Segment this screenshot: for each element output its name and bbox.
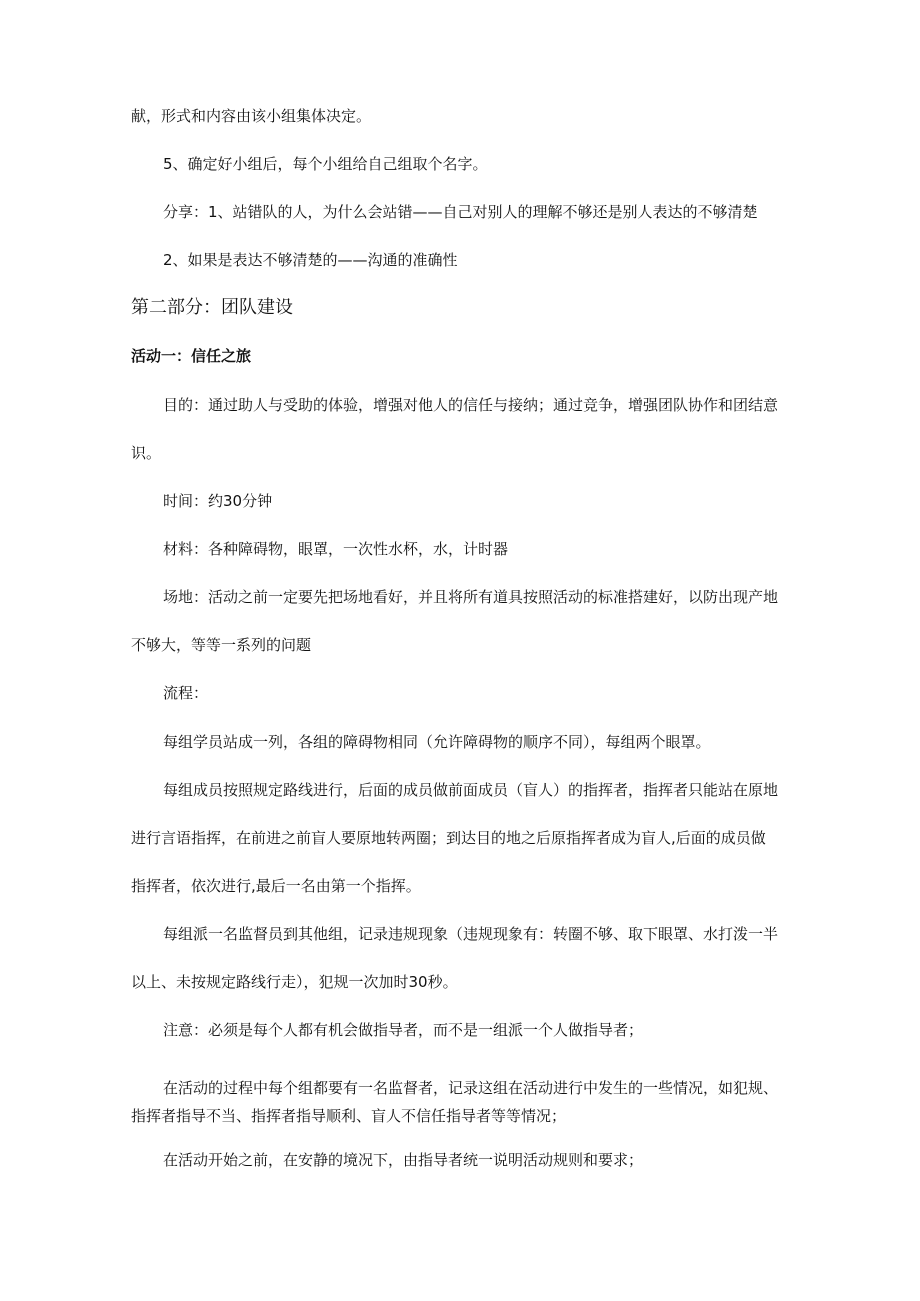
process-step-1: 每组学员站成一列，各组的障碍物相同（允许障碍物的顺序不同），每组两个眼罩。 — [163, 733, 711, 751]
venue-line-2: 不够大，等等一系列的问题 — [131, 636, 312, 654]
process-step-2-line-2: 进行言语指挥，在前进之前盲人要原地转两圈；到达目的地之后原指挥者成为盲人,后面的成员做 — [131, 829, 766, 847]
purpose-line-2: 识。 — [131, 444, 162, 462]
note-2-line-2: 指挥者指导不当、指挥者指导顺利、盲人不信任指导者等等情况； — [131, 1107, 567, 1125]
process-step-3-line-2: 以上、未按规定路线行走），犯规一次加时30秒。 — [131, 973, 458, 991]
process-step-3-line-1: 每组派一名监督员到其他组，记录违规现象（违规现象有：转圈不够、取下眼罩、水打泼一半 — [163, 925, 779, 943]
note-2-line-1: 在活动的过程中每个组都要有一名监督者，记录这组在活动进行中发生的一些情况，如犯规、 — [163, 1079, 779, 1097]
purpose-line-1: 目的：通过助人与受助的体验，增强对他人的信任与接纳；通过竞争，增强团队协作和团结意 — [163, 396, 779, 414]
process-step-2-line-1: 每组成员按照规定路线进行，后面的成员做前面成员（盲人）的指挥者，指挥者只能站在原地 — [163, 781, 779, 799]
time-line: 时间：约30分钟 — [163, 492, 273, 510]
note-line: 注意：必须是每个人都有机会做指导者，而不是一组派一个人做指导者； — [163, 1021, 644, 1039]
section-title: 第二部分：团队建设 — [131, 297, 293, 318]
venue-line-1: 场地：活动之前一定要先把场地看好，并且将所有道具按照活动的标准搭建好，以防出现产地 — [163, 588, 779, 606]
text-line: 献，形式和内容由该小组集体决定。 — [131, 107, 372, 125]
process-label: 流程： — [163, 684, 209, 702]
materials-line: 材料：各种障碍物，眼罩，一次性水杯，水，计时器 — [163, 540, 509, 558]
text-line: 分享：1、站错队的人，为什么会站错——自己对别人的理解不够还是别人表达的不够清楚 — [163, 203, 758, 221]
note-3-line: 在活动开始之前，在安静的境况下，由指导者统一说明活动规则和要求； — [163, 1151, 644, 1169]
text-line: 2、如果是表达不够清楚的——沟通的准确性 — [163, 251, 458, 269]
text-line: 5、确定好小组后，每个小组给自己组取个名字。 — [163, 155, 488, 173]
activity-title: 活动一：信任之旅 — [131, 347, 252, 365]
process-step-2-line-3: 指挥者，依次进行,最后一名由第一个指挥。 — [131, 877, 421, 895]
